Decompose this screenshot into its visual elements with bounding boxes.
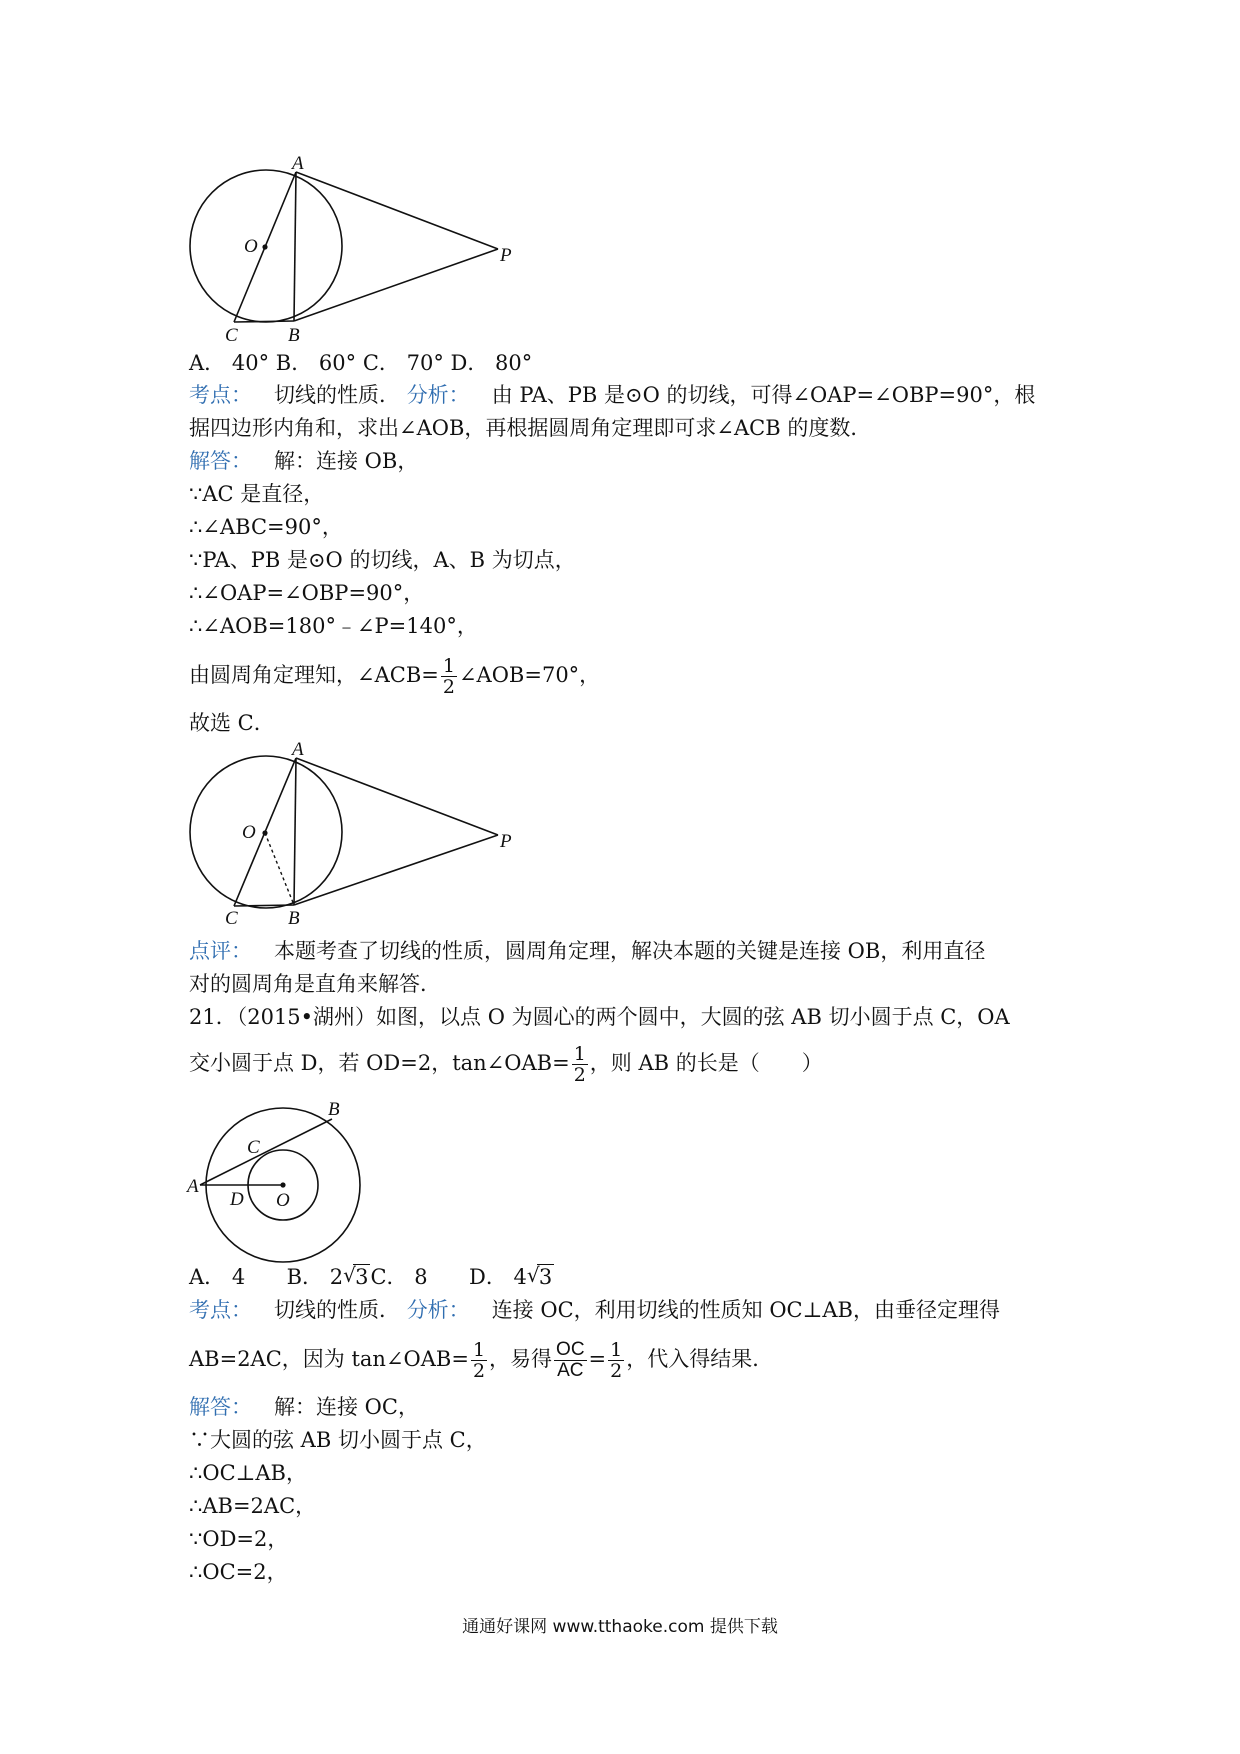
q20-option-d-label: D． — [450, 351, 489, 375]
q20-option-c-label: C． — [362, 351, 400, 375]
q20-step-1: ∵AC 是直径， — [189, 482, 325, 506]
q20-step-3: ∵PA、PB 是⊙O 的切线，A、B 为切点， — [189, 548, 576, 572]
fig2-label-A: A — [292, 740, 304, 760]
q20-step-2: ∴∠ABC=90°， — [189, 515, 343, 539]
q21-step-5: ∴OC=2， — [189, 1560, 288, 1584]
fig2-label-P: P — [500, 831, 512, 852]
q20-option-c-value: 70° — [406, 351, 444, 375]
fig2-label-C: C — [225, 908, 238, 929]
q20-option-b-value: 60° — [318, 351, 357, 375]
q21-option-d-sqrt: √ 3 — [526, 1263, 553, 1289]
q20-dianping-line — [189, 936, 985, 966]
fenxi-tag: 分析： — [406, 1298, 470, 1322]
q21-kaodian: 切线的性质． — [274, 1298, 400, 1322]
q21-fenxi-2 — [189, 1340, 773, 1381]
figure-circle-tangents-2 — [180, 740, 520, 940]
q20-step-6-post: ∠AOB=70°， — [458, 663, 601, 687]
q21-option-c-value: 8 — [414, 1265, 428, 1289]
q20-jieda-1: 解：连接 OB， — [274, 449, 419, 473]
q20-kaodian-line — [189, 380, 1035, 410]
q21-option-b-label: B． — [286, 1265, 324, 1289]
q20-fenxi-2: 据四边形内角和，求出∠AOB，再根据圆周角定理即可求∠ACB 的度数． — [189, 416, 872, 440]
figure-circle-tangents-1 — [180, 150, 520, 350]
q20-option-b-label: B． — [275, 351, 313, 375]
q21-step-3: ∴AB=2AC， — [189, 1494, 317, 1518]
radicand: 3 — [355, 1265, 369, 1289]
q21-fenxi-fraction-2 — [608, 1340, 624, 1381]
q21-fenxi-equals: = — [588, 1347, 607, 1371]
q20-options — [189, 348, 532, 378]
q20-option-d-value: 80° — [495, 351, 533, 375]
q20-option-a-label: A． — [189, 351, 226, 375]
fenxi-tag: 分析： — [406, 383, 470, 407]
q20-step-5: ∴∠AOB=180°﹣∠P=140°， — [189, 614, 478, 638]
q21-option-d-coef: 4 — [513, 1265, 527, 1289]
fig1-label-A: A — [292, 153, 304, 174]
q21-jieda-1: 解：连接 OC， — [274, 1395, 419, 1419]
q21-stem-1: 21．（2015•湖州）如图，以点 O 为圆心的两个圆中，大圆的弦 AB 切小圆于点 C，OA — [189, 1005, 1010, 1029]
q21-fenxi-1: 连接 OC，利用切线的性质知 OC⊥AB，由垂径定理得 — [491, 1298, 1000, 1322]
figure-concentric-circles — [185, 1095, 375, 1275]
q21-fenxi-fraction-1 — [471, 1340, 487, 1381]
q20-step-6 — [189, 656, 600, 697]
fraction-numerator: OC — [556, 1339, 585, 1360]
fig1-label-O: O — [244, 236, 258, 257]
q21-stem-2-pre: 交小圆于点 D，若 OD=2，tan∠OAB= — [189, 1051, 570, 1075]
q21-kaodian-line — [189, 1295, 1000, 1325]
q21-option-c-label: C． — [370, 1265, 408, 1289]
fig3-label-O: O — [276, 1190, 290, 1211]
q21-option-a-value: 4 — [231, 1265, 246, 1289]
fig2-label-O: O — [242, 822, 256, 843]
q21-option-d-label: D． — [469, 1265, 507, 1289]
q20-step-7: 故选 C． — [189, 711, 275, 735]
q21-options — [189, 1262, 554, 1292]
fraction-numerator: 1 — [610, 1339, 623, 1361]
q21-jieda-line — [189, 1392, 419, 1422]
fraction-denominator: 2 — [573, 1064, 586, 1086]
kaodian-tag: 考点： — [189, 1298, 252, 1322]
fig3-label-D: D — [230, 1189, 244, 1210]
fig3-label-C: C — [247, 1137, 260, 1158]
q21-fenxi-2-post: ，代入得结果． — [626, 1347, 774, 1371]
q21-fenxi-fraction-oc-ac — [554, 1340, 587, 1381]
fig3-label-B: B — [328, 1099, 340, 1120]
q21-stem-fraction — [572, 1044, 588, 1085]
fraction-denominator: 2 — [472, 1360, 486, 1382]
fig1-label-B: B — [288, 325, 300, 346]
page-footer: 通通好课网 www.tthaoke.com 提供下载 — [462, 1617, 778, 1637]
q20-dianping-1: 本题考查了切线的性质，圆周角定理，解决本题的关键是连接 OB，利用直径 — [274, 939, 986, 963]
fraction-numerator: 1 — [573, 1043, 586, 1065]
q21-option-b-sqrt: √ 3 — [343, 1263, 369, 1289]
q21-step-4: ∵OD=2， — [189, 1527, 289, 1551]
fraction-numerator: 1 — [442, 655, 455, 677]
q20-step-6-pre: 由圆周角定理知，∠ACB= — [189, 663, 439, 687]
jieda-tag: 解答： — [189, 449, 252, 473]
q21-stem-2 — [189, 1044, 823, 1085]
q21-option-b-coef: 2 — [329, 1265, 344, 1289]
q21-fenxi-2-pre: AB=2AC，因为 tan∠OAB= — [189, 1347, 469, 1371]
q20-kaodian: 切线的性质． — [274, 383, 400, 407]
q20-fraction-half — [441, 656, 457, 697]
q21-option-a-label: A． — [189, 1265, 226, 1289]
q20-dianping-2: 对的圆周角是直角来解答． — [189, 972, 441, 996]
q21-step-2: ∴OC⊥AB， — [189, 1461, 307, 1485]
fraction-denominator: 2 — [442, 676, 455, 698]
fraction-numerator: 1 — [472, 1339, 486, 1361]
q20-jieda-line — [189, 446, 418, 476]
q20-fenxi-1: 由 PA、PB 是⊙O 的切线，可得∠OAP=∠OBP=90°，根 — [491, 383, 1036, 407]
dianping-tag: 点评： — [189, 939, 252, 963]
fig1-label-C: C — [225, 325, 238, 346]
q20-option-a-value: 40° — [231, 351, 270, 375]
jieda-tag: 解答： — [189, 1395, 252, 1419]
q21-stem-2-post: ，则 AB 的长是（ ） — [589, 1051, 823, 1075]
fig2-label-B: B — [288, 908, 300, 929]
fraction-denominator: AC — [557, 1360, 584, 1381]
kaodian-tag: 考点： — [189, 383, 252, 407]
fraction-denominator: 2 — [610, 1360, 623, 1382]
q21-step-1: ∵大圆的弦 AB 切小圆于点 C， — [189, 1428, 487, 1452]
radicand: 3 — [538, 1265, 553, 1289]
fig3-label-A: A — [187, 1176, 199, 1197]
q21-fenxi-2-mid: ，易得 — [489, 1347, 553, 1371]
fig1-label-P: P — [500, 245, 512, 266]
q20-step-4: ∴∠OAP=∠OBP=90°， — [189, 581, 425, 605]
